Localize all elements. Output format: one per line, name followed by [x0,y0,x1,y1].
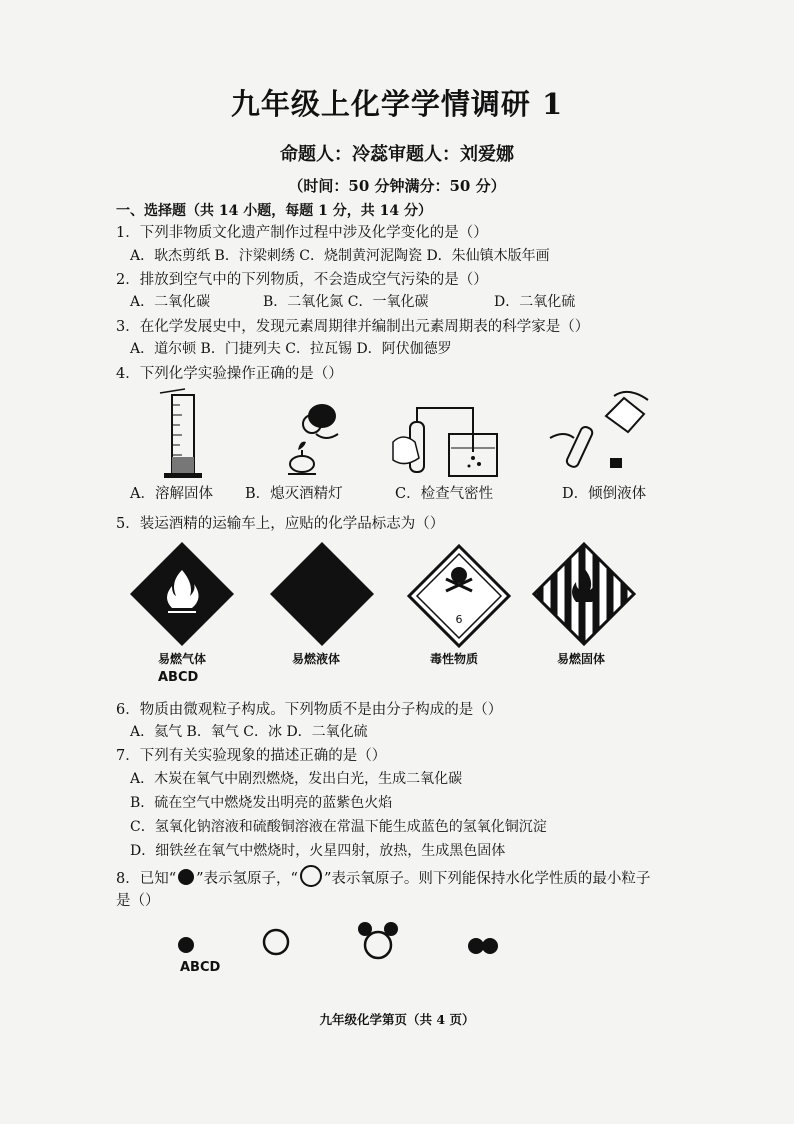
q4-caption-a: A．溶解固体 [130,486,213,502]
flammable-liquid-sign [268,540,376,648]
q7-option-a: A．木炭在氧气中剧烈燃烧，发出白光，生成二氧化碳 [130,771,463,787]
q8-answer-row: ABCD [180,960,221,975]
q4-stem: 4．下列化学实验操作正确的是（） [116,366,343,382]
oxygen-atom-icon [300,865,322,887]
hydrogen-atom-icon [178,869,194,885]
graduated-cylinder-figure [150,385,220,480]
toxic-substance-sign [406,543,512,649]
q6-stem: 6．物质由微观粒子构成。下列物质不是由分子构成的是（） [116,702,503,718]
q1-stem: 1．下列非物质文化遗产制作过程中涉及化学变化的是（） [116,225,488,241]
alcohol-lamp-figure [280,398,360,480]
page-title: 九年级上化学学情调研 1 [230,87,564,121]
authors-line: 命题人：冷蕊审题人：刘爱娜 [280,144,514,165]
q8-stem-continuation: 是（） [116,893,160,909]
q3-stem: 3．在化学发展史中，发现元素周期律并编制出元素周期表的科学家是（） [116,319,590,335]
q2-option-d: D．二氧化硫 [494,294,576,310]
sign-label-b: 易燃液体 [292,652,341,666]
q2-option-a: A．二氧化碳 [130,294,211,310]
q2-stem: 2．排放到空气中的下列物质，不会造成空气污染的是（） [116,272,488,288]
particle-c-water-molecule [358,922,398,958]
q4-caption-c: C．检查气密性 [395,486,494,502]
q8-stem-part-1: 8．已知“ [116,871,177,887]
q1-options: A．耿杰剪纸 B．汴梁刺绣 C．烧制黄河泥陶瓷 D．朱仙镇木版年画 [130,248,550,264]
q8-stem-line [116,865,650,888]
q8-stem-part-3: ”表示氧原子。则下列能保持水化学性质的最小粒子 [323,871,651,887]
particle-b-oxygen-atom [264,930,288,954]
q6-options: A．氦气 B．氧气 C．冰 D．二氧化硫 [130,724,368,740]
particle-d-hydrogen-molecule [468,938,498,954]
q3-options: A．道尔顿 B．门捷列夫 C．拉瓦锡 D．阿伏伽德罗 [130,341,452,357]
section-heading: 一、选择题（共 14 小题，每题 1 分，共 14 分） [116,203,432,219]
flammable-gas-sign [128,540,236,648]
q7-option-c: C．氢氧化钠溶液和硫酸铜溶液在常温下能生成蓝色的氢氧化铜沉淀 [130,819,547,835]
sign-label-a: 易燃气体 [158,652,207,666]
sign-label-c: 毒性物质 [430,652,479,666]
sign-label-d: 易燃固体 [557,652,606,666]
q7-stem: 7．下列有关实验现象的描述正确的是（） [116,748,387,764]
page-footer: 九年级化学第页（共 4 页） [319,1012,475,1027]
airtightness-figure [385,402,505,482]
toxic-sign-number: 6 [455,613,463,626]
q5-stem: 5．装运酒精的运输车上，应贴的化学品标志为（） [116,516,445,532]
q4-caption-d: D．倾倒液体 [562,486,647,502]
pouring-liquid-figure [548,386,658,478]
time-info: （时间：50 分钟满分：50 分） [288,177,506,195]
q8-particle-options [170,915,510,965]
q2-option-bc: B．二氧化氮 C．一氧化碳 [263,294,429,310]
q7-option-b: B．硫在空气中燃烧发出明亮的蓝紫色火焰 [130,795,393,811]
q4-caption-b: B．熄灭酒精灯 [245,486,343,502]
particle-a-hydrogen-atom [178,937,194,953]
flammable-solid-sign [530,540,638,648]
q5-answer-row: ABCD [158,670,199,685]
q7-option-d: D．细铁丝在氧气中燃烧时，火星四射，放热，生成黑色固体 [130,843,506,859]
q8-stem-part-2: ”表示氢原子，“ [196,871,298,887]
